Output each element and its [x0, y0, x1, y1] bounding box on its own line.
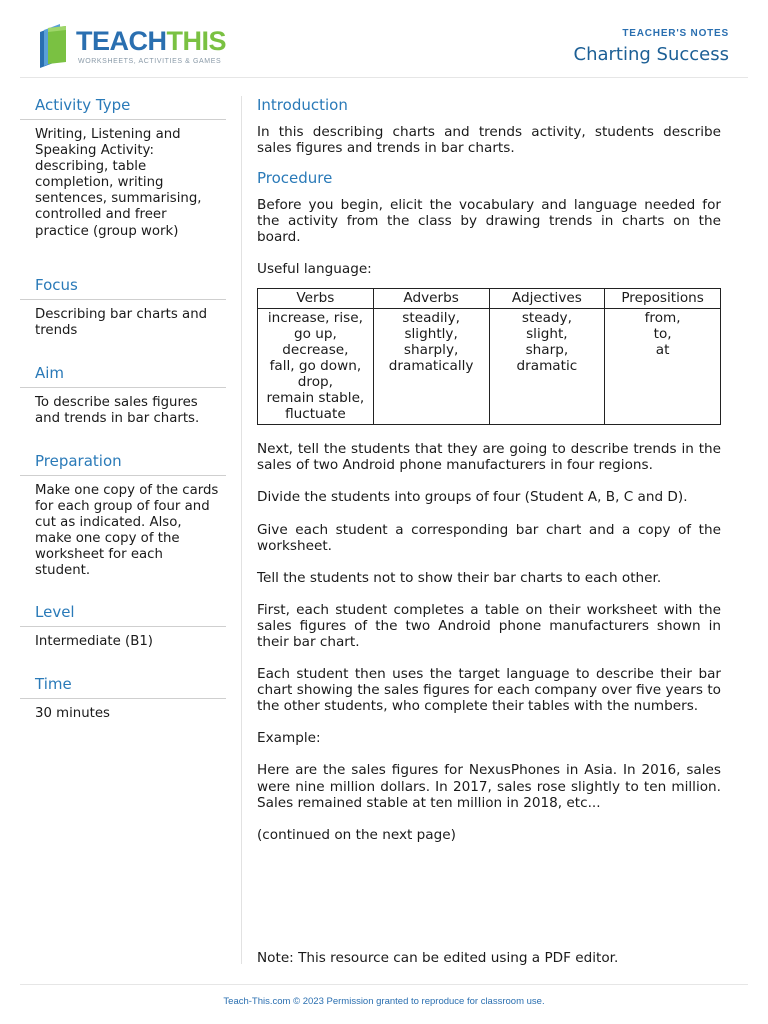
verbs-cell — [258, 308, 374, 425]
introduction-text: In this describing charts and trends activity, students describe sales figures and trends in bar charts. — [257, 124, 721, 157]
verb-item: increase, rise, — [267, 309, 363, 326]
continued-note: (continued on the next page) — [257, 826, 456, 843]
adjectives-cell — [489, 308, 605, 425]
verb-item: fall, go down, — [269, 357, 362, 374]
page-header — [20, 20, 748, 78]
instruction-paragraph: Divide the students into groups of four (Student A, B, C and D). — [257, 489, 688, 506]
page-title: Charting Success — [573, 44, 729, 65]
instruction-paragraph: Next, tell the students that they are going to describe trends in the sales of two Android phone manufacturers in four regions. — [257, 441, 721, 474]
column-divider — [241, 96, 242, 964]
aim-section — [20, 362, 226, 450]
teachers-notes-label: TEACHER'S NOTES — [622, 28, 729, 39]
example-paragraph: Here are the sales figures for NexusPhones in Asia. In 2016, sales were nine million dollars. In 2017, sales rose slightly to ten million. Sales remained stable at ten million in 2018, etc... — [257, 762, 721, 811]
time-section — [20, 673, 226, 722]
preposition-item: at — [655, 341, 670, 358]
preparation-section — [20, 450, 226, 601]
table-header-prepositions: Prepositions — [605, 288, 721, 308]
adverbs-cell — [373, 308, 489, 425]
example-label: Example: — [257, 730, 321, 747]
verb-item: remain stable, — [266, 390, 365, 407]
table-header-row — [258, 288, 721, 308]
level-text: Intermediate (B1) — [35, 634, 153, 649]
adjective-item: sharp, — [525, 341, 569, 358]
logo-wordmark: TEACHTHIS — [76, 26, 227, 56]
table-header-adjectives: Adjectives — [489, 288, 605, 308]
main-content — [257, 94, 721, 843]
adverb-item: steadily, — [402, 309, 460, 326]
focus-text: Describing bar charts and trends — [35, 307, 208, 339]
adverb-item: dramatically — [388, 357, 474, 374]
adjective-item: dramatic — [516, 357, 578, 374]
adjective-item: slight, — [526, 325, 568, 342]
instruction-paragraph: First, each student completes a table on their worksheet with the sales figures of the two Android phone manufacturers shown in their bar chart. — [257, 601, 721, 650]
aim-heading: Aim — [20, 362, 226, 388]
verb-item: go up, — [293, 325, 337, 342]
preparation-text: Make one copy of the cards for each group of four and cut as indicated. Also, make one copy of the worksheet for each student. — [35, 483, 219, 579]
preparation-heading: Preparation — [20, 450, 226, 476]
level-heading: Level — [20, 601, 226, 627]
instruction-paragraph: Each student then uses the target language to describe their bar chart showing the sales figures for each company over five years to the other students, who complete their tables with the numbers. — [257, 666, 721, 715]
table-row — [258, 308, 721, 425]
activity-type-section — [20, 94, 226, 274]
activity-type-heading: Activity Type — [20, 94, 226, 120]
pdf-editor-note: Note: This resource can be edited using a PDF editor. — [257, 950, 619, 966]
level-section — [20, 601, 226, 673]
table-header-verbs: Verbs — [258, 288, 374, 308]
logo-tagline: WORKSHEETS, ACTIVITIES & GAMES — [78, 58, 222, 65]
footer-divider — [20, 984, 748, 985]
aim-text: To describe sales figures and trends in bar charts. — [35, 395, 200, 427]
instruction-paragraph: Give each student a corresponding bar chart and a copy of the worksheet. — [257, 521, 721, 554]
adverb-item: slightly, — [404, 325, 458, 342]
table-header-adverbs: Adverbs — [373, 288, 489, 308]
verb-item: drop, — [297, 373, 333, 390]
time-text: 30 minutes — [35, 706, 110, 721]
sidebar — [20, 94, 226, 722]
time-heading: Time — [20, 673, 226, 699]
introduction-heading: Introduction — [257, 96, 348, 114]
prepositions-cell — [605, 308, 721, 425]
preposition-item: from, — [644, 309, 681, 326]
verb-item: decrease, — [282, 341, 349, 358]
instruction-paragraph: Tell the students not to show their bar charts to each other. — [257, 569, 662, 586]
adjective-item: steady, — [521, 309, 572, 326]
preposition-item: to, — [653, 325, 672, 342]
procedure-paragraph: Before you begin, elicit the vocabulary and language needed for the activity from the class by drawing trends in charts on the board. — [257, 197, 721, 246]
procedure-heading: Procedure — [257, 169, 333, 188]
useful-language-label: Useful language: — [257, 261, 372, 278]
useful-language-table — [257, 288, 721, 426]
verb-item: fluctuate — [285, 406, 346, 423]
activity-type-text: Writing, Listening and Speaking Activity: describing, table completion, writing sentences, summarising, controlled and freer practice (group work) — [35, 127, 202, 239]
book-logo-icon — [36, 24, 74, 70]
teach-this-logo[interactable] — [36, 22, 246, 72]
focus-heading: Focus — [20, 274, 226, 300]
footer-copyright[interactable]: Teach-This.com © 2023 Permission granted to reproduce for classroom use. — [223, 996, 545, 1007]
focus-section — [20, 274, 226, 362]
adverb-item: sharply, — [403, 341, 459, 358]
